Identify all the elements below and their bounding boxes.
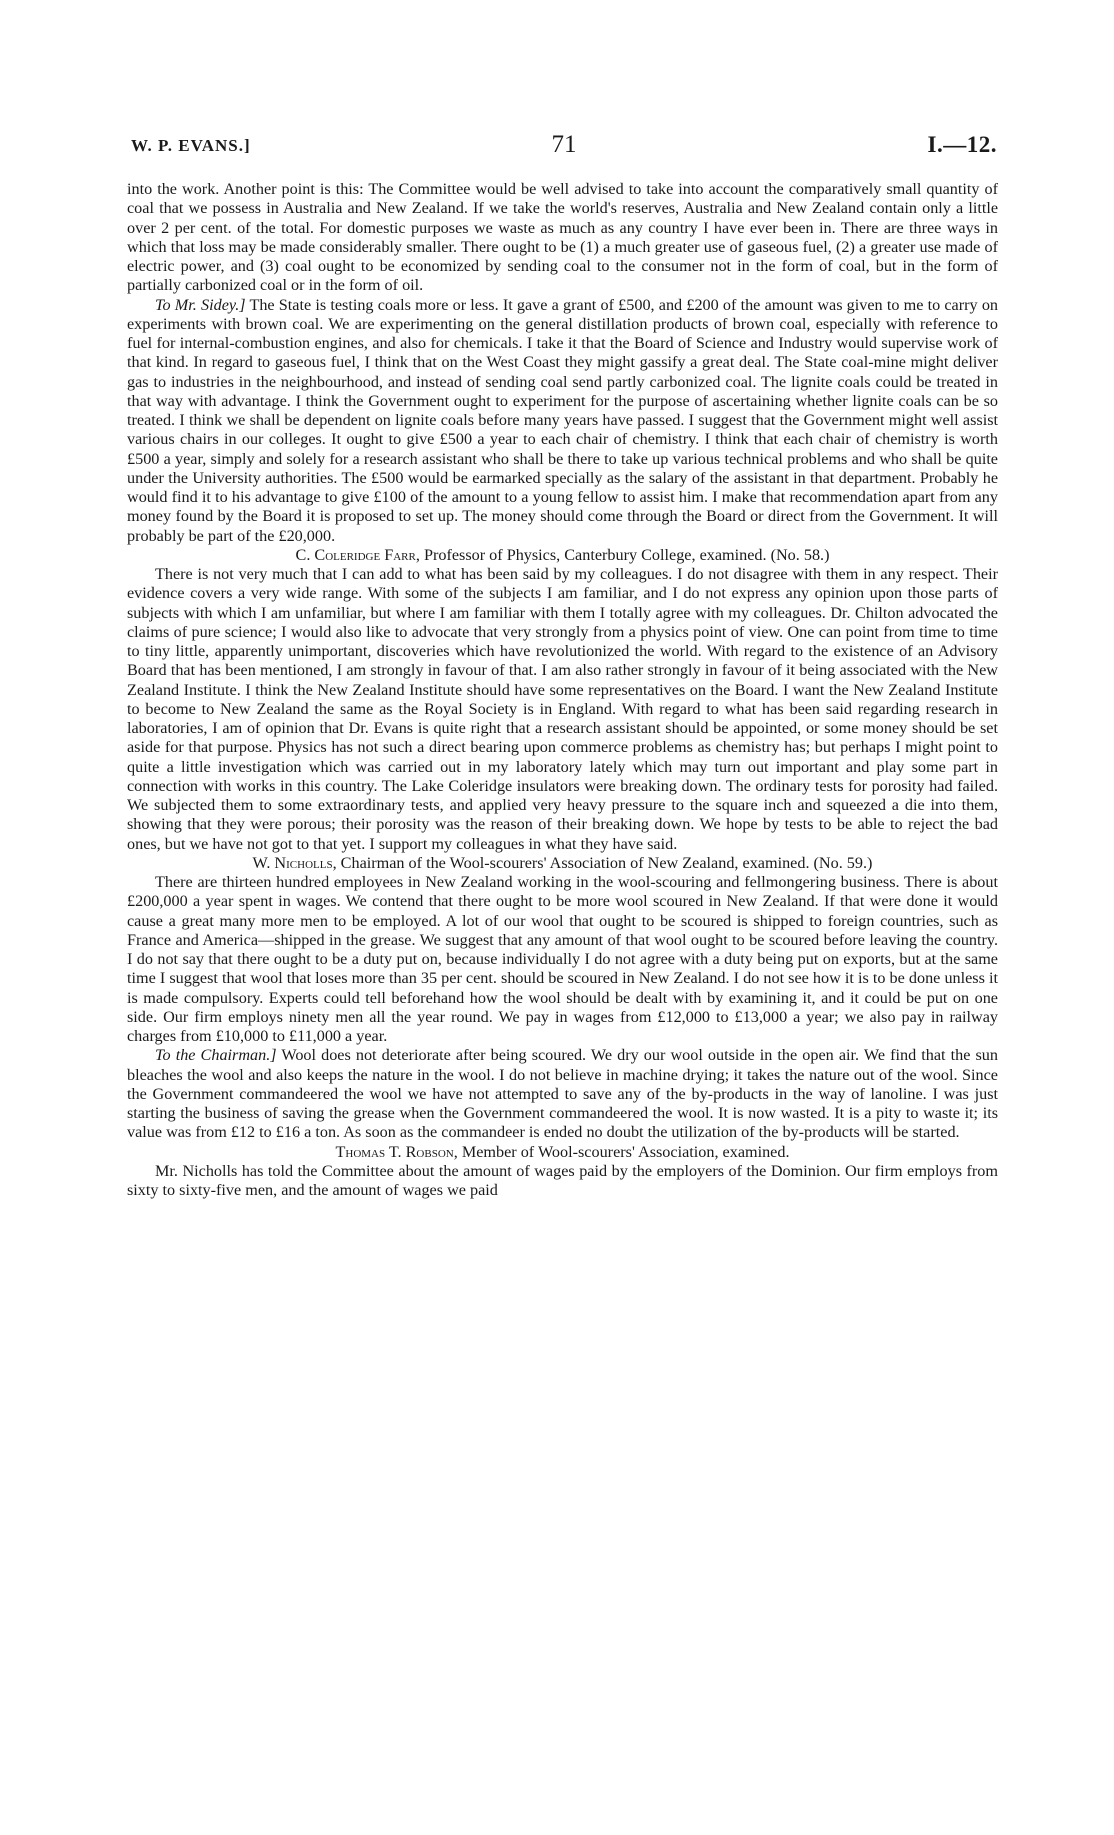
paragraph: into the work. Another point is this: The Committee would be well advised to take into account the comparatively small quantity of coal that we possess in Australia and New Zealand. If we take the world's reserves, Australia and New Zealand contain only a little over 2 per cent. of the total. For domestic purposes we waste as much as any country I have ever been in. There are three ways in which that loss may be made considerably smaller. There ought to be (1) a much greater use of gaseous fuel, (2) a greater use made of electric power, and (3) coal ought to be economized by sending coal to the consumer not in the form of coal, but in the form of partially carbonized coal or in the form of oil. xyxy=(127,180,998,295)
header-witness-name: W. P. EVANS.] xyxy=(131,136,251,155)
paragraph-lead: To the Chairman.] xyxy=(155,1046,277,1065)
witness-description: , Chairman of the Wool-scourers' Association of New Zealand, examined. (No. 59.) xyxy=(332,853,873,872)
witness-name: W. Nicholls xyxy=(252,853,333,872)
witness-heading xyxy=(127,1143,998,1162)
paper-reference: I.—12. xyxy=(927,132,997,157)
witness-heading xyxy=(127,546,998,565)
paragraph: Mr. Nicholls has told the Committee about the amount of wages paid by the employers of the Dominion. Our firm employs from sixty to sixty-five men, and the amount of wages we paid xyxy=(127,1161,998,1199)
paragraph: There is not very much that I can add to what has been said by my colleagues. I do not disagree with them in any respect. Their evidence covers a very wide range. With some of the subjects I am familiar, and I do not express any opinion upon those parts of subjects with which I am unfamiliar, but where I am familiar with them I totally agree with my colleagues. Dr. Chilton advocated the claims of pure science; I would also like to advocate that very strongly from a physics point of view. One can point from time to time to tiny little, apparently unimportant, discoveries which have revolutionized the world. With regard to the existence of an Advisory Board that has been mentioned, I am strongly in favour of that. I am also rather strongly in favour of it being associated with the New Zealand Institute. I think the New Zealand Institute should have some representatives on the Board. I want the New Zealand Institute to become to New Zealand the same as the Royal Society is in England. With regard to what has been said regarding research in laboratories, I am of opinion that Dr. Evans is quite right that a research assistant should be appointed, or some money should be set aside for that purpose. Physics has not such a direct bearing upon commerce problems as chemistry has; but perhaps I might point to quite a little investigation which was carried out in my laboratory lately which may turn out important and play some part in connection with works in this country. The Lake Coleridge insulators were breaking down. The ordinary tests for porosity had failed. We subjected them to some extraordinary tests, and applied very heavy pressure to the square inch and squeezed a die into them, showing that they were porous; their porosity was the reason of their breaking down. We hope by tests to be able to reject the bad ones, but we have not got to that yet. I support my colleagues in what they have said. xyxy=(127,565,998,853)
witness-heading xyxy=(127,854,998,873)
witness-description: , Member of Wool-scourers' Association, examined. xyxy=(453,1142,790,1161)
witness-description: , Professor of Physics, Canterbury College, examined. (No. 58.) xyxy=(415,545,830,564)
paragraph-text: Wool does not deteriorate after being scoured. We dry our wool outside in the open air. We find that the sun bleaches the wool and also keeps the nature in the wool. I do not believe in machine drying; it takes the nature out of the wool. Since the Government commandeered the wool we have not attempted to save any of the by-products in the way of lanoline. I was just starting the business of saving the grease when the Government commandeered the wool. It is now wasted. It is a pity to waste it; its value was from £12 to £16 a ton. As soon as the commandeer is ended no doubt the utilization of the by-products will be started. xyxy=(127,1046,998,1142)
paragraph-text: The State is testing coals more or less. It gave a grant of £500, and £200 of the amount was given to me to carry on experiments with brown coal. We are experimenting on the general distillation products of brown coal, especially with reference to fuel for internal-combustion engines, and also for chemicals. I take it that the Board of Science and Industry would supervise work of that kind. In regard to gaseous fuel, I think that on the West Coast they might gassify a great deal. The State coal-mine might deliver gas to industries in the neighbourhood, and instead of sending coal send partly carbonized coal. The lignite coals could be treated in that way with advantage. I think the Government ought to experiment for the purpose of ascertaining whether lignite coals can be so treated. I think we shall be dependent on lignite coals before many years have passed. I suggest that the Government might well assist various chairs in our colleges. It ought to give £500 a year to each chair of chemistry. I think that each chair of chemistry is worth £500 a year, simply and solely for a research assistant who shall be there to take up various technical problems and who shall be quite under the University authorities. The £500 would be earmarked specially as the salary of the assistant in that department. Probably he would find it to his advantage to give £100 of the amount to a young fellow to assist him. I make that recommendation apart from any money found by the Board it is proposed to set up. The money should come through the Board or direct from the Government. It will probably be part of the £20,000. xyxy=(127,295,999,545)
document-body xyxy=(127,180,998,1200)
page-header xyxy=(131,131,997,161)
paragraph-lead: To Mr. Sidey.] xyxy=(155,295,246,314)
witness-name: Thomas T. Robson xyxy=(335,1142,454,1161)
paragraph xyxy=(127,296,998,546)
paragraph xyxy=(127,1046,998,1142)
witness-name: C. Coleridge Farr xyxy=(295,545,416,564)
paragraph: There are thirteen hundred employees in New Zealand working in the wool-scouring and fellmongering business. There is about £200,000 a year spent in wages. We contend that there ought to be more wool scoured in New Zealand. If that were done it would cause a great many more men to be employed. A lot of our wool that ought to be scoured is shipped to foreign countries, such as France and America—shipped in the grease. We suggest that any amount of that wool ought to be scoured before leaving the country. I do not say that there ought to be a duty put on, because individually I do not agree with a duty being put on exports, but at the same time I suggest that wool that loses more than 35 per cent. should be scoured in New Zealand. I do not see how it is to be done unless it is made compulsory. Experts could tell beforehand how the wool should be dealt with by examining it, and it could be put on one side. Our firm employs ninety men all the year round. We pay in wages from £12,000 to £13,000 a year; we also pay in railway charges from £10,000 to £11,000 a year. xyxy=(127,873,998,1045)
page-number: 71 xyxy=(551,131,577,158)
